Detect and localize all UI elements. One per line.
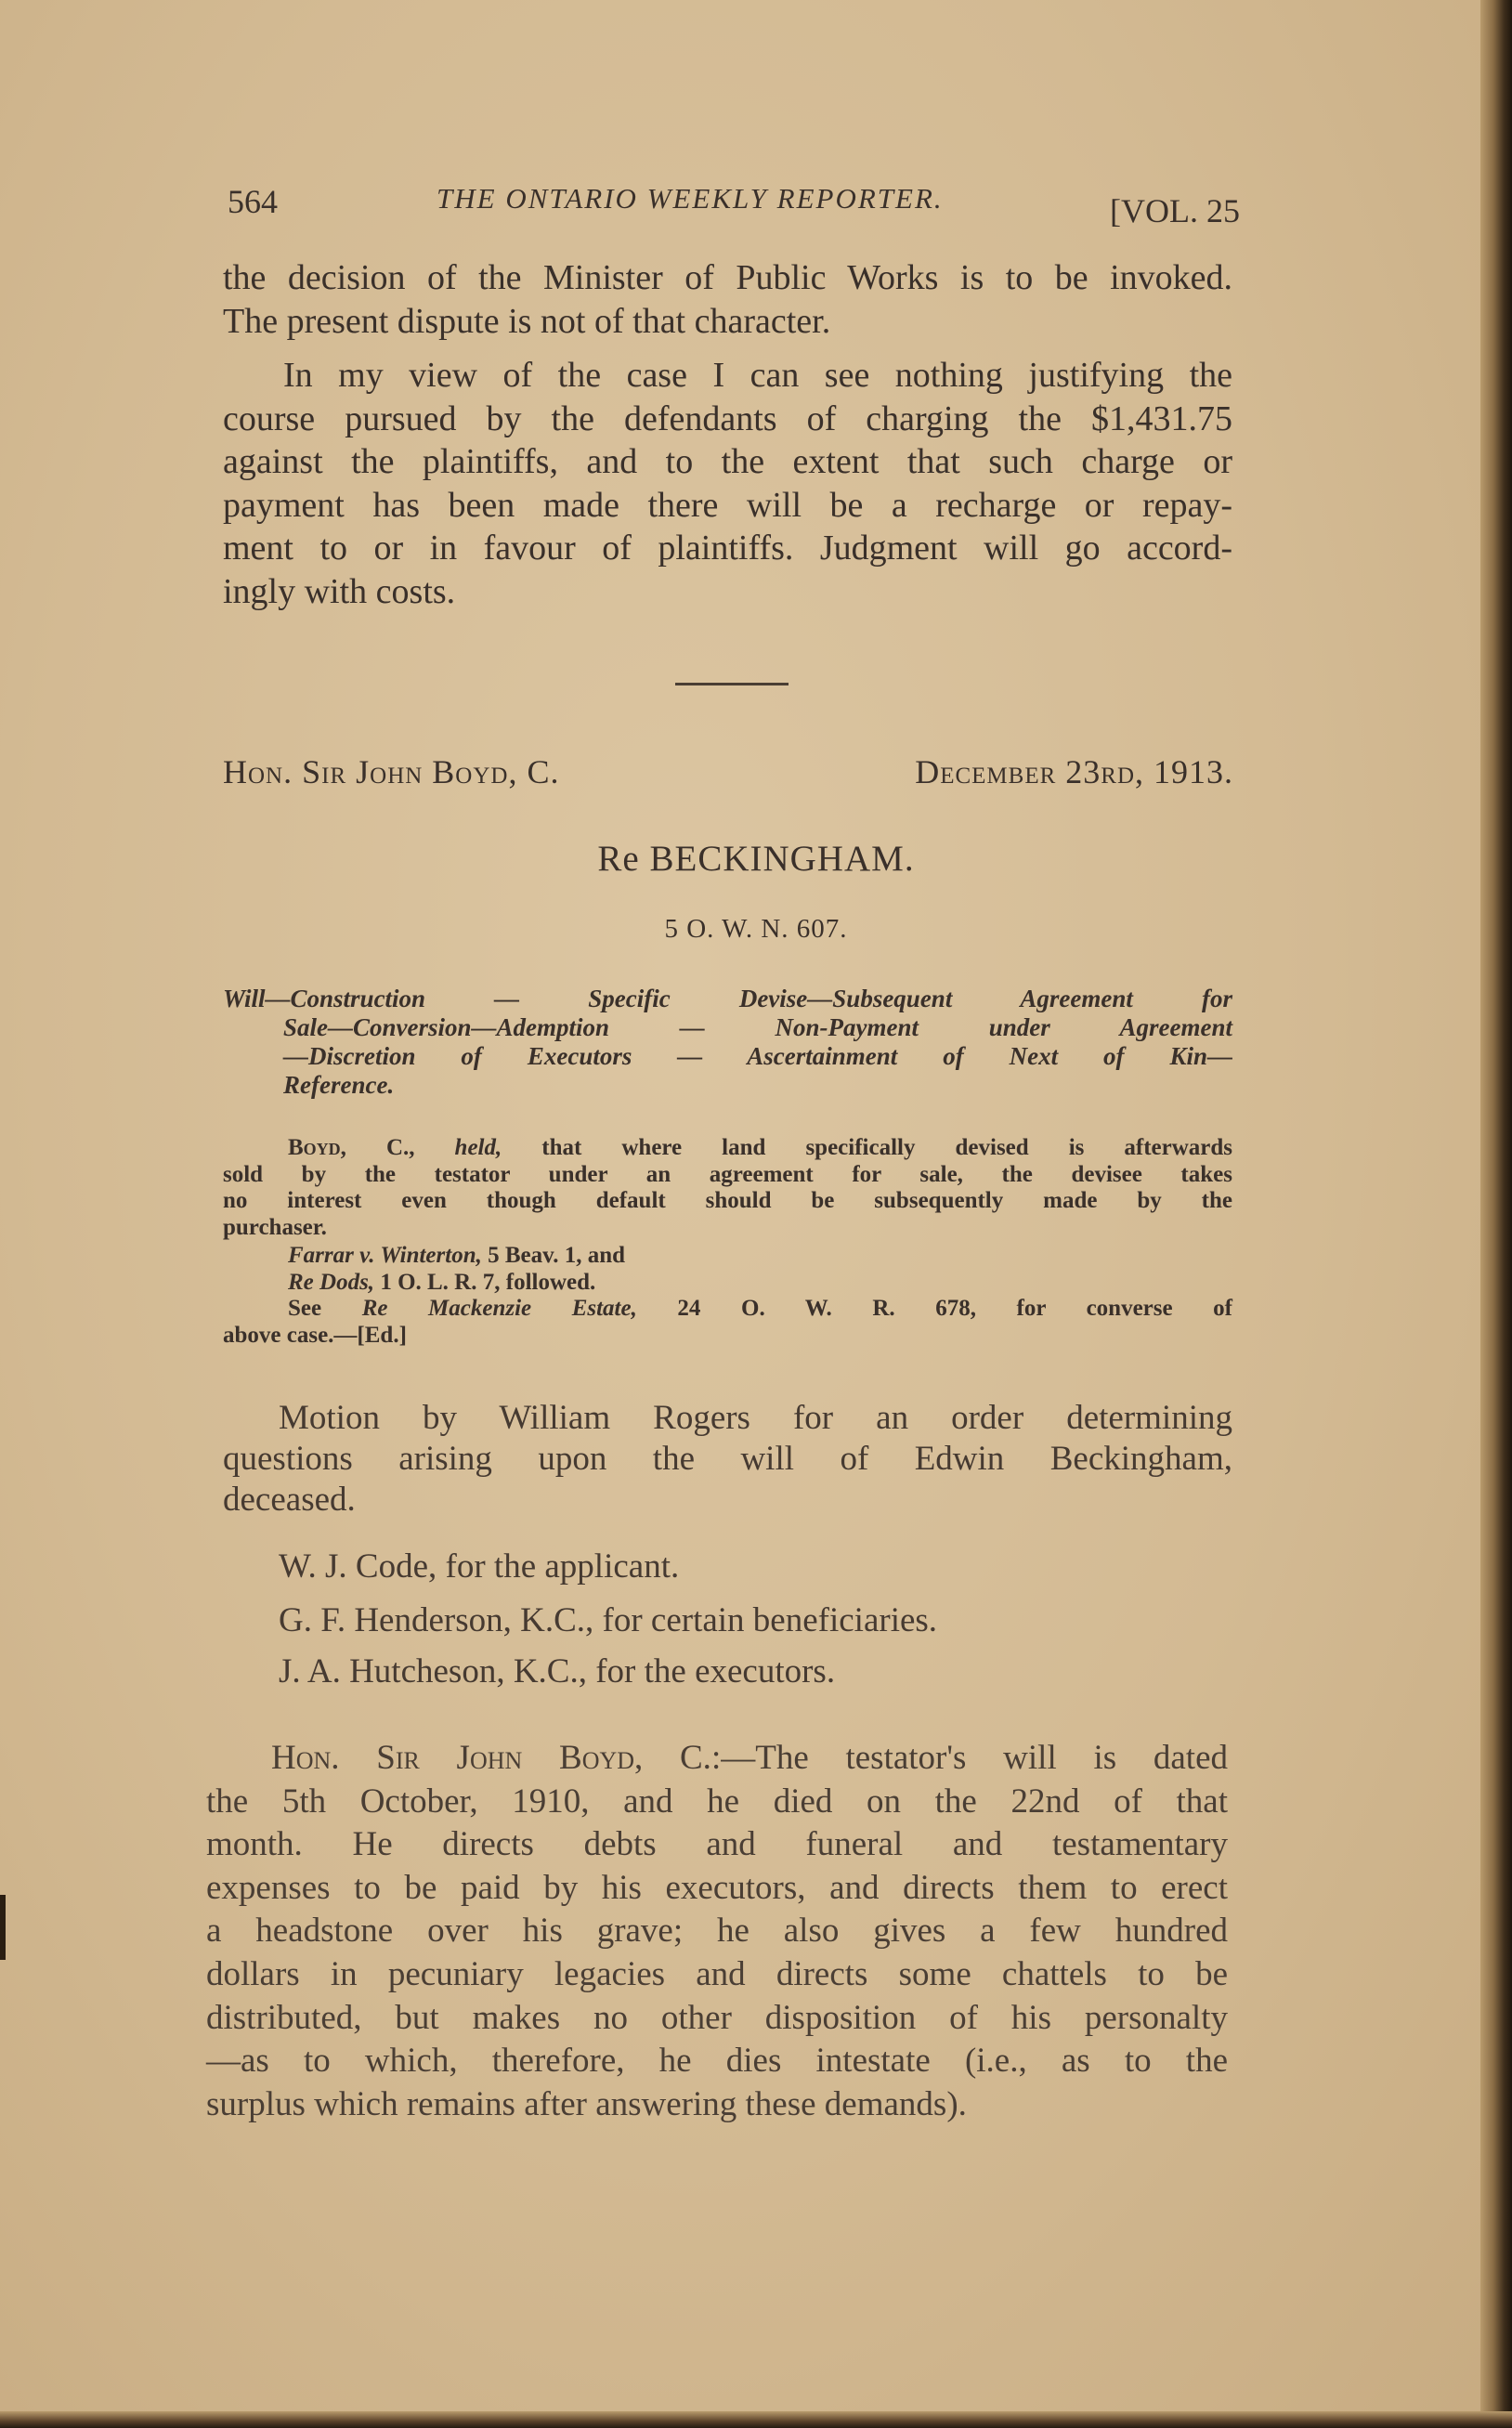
text-line: month. He directs debts and funeral and testamentary [206, 1825, 1228, 1864]
judgment-opening: :—The testator's will is dated [710, 1739, 1228, 1777]
continuation-paragraph [223, 256, 1232, 343]
volume-number: [VOL. 25 [1110, 192, 1240, 229]
section-divider [675, 683, 789, 685]
conclusion-paragraph [223, 354, 1232, 613]
held-line [223, 1135, 1232, 1162]
judgment-paragraph [206, 1737, 1228, 2126]
text-line: against the plaintiffs, and to the extent that such charge or [223, 442, 1232, 481]
case-citation: 5 O. W. N. 607. [664, 914, 848, 944]
text-line: In my view of the case I can see nothing justifying the [283, 356, 1232, 395]
page-number: 564 [228, 183, 278, 220]
text-line: deceased. [223, 1481, 356, 1519]
text-line: ingly with costs. [223, 571, 456, 611]
held-text: that where land specifically devised is afterwards [541, 1135, 1233, 1160]
case-name: Re Dods, [288, 1269, 375, 1295]
see-word: See [288, 1296, 322, 1321]
decision-date: December 23rd, 1913. [915, 753, 1233, 790]
held-line: sold by the testator under an agreement for sale, the devisee takes [223, 1161, 1232, 1187]
citation-line [223, 1296, 1232, 1323]
text-line: a headstone over his grave; he also gives a few hundred [206, 1912, 1228, 1951]
text-line [206, 1737, 1228, 1781]
citation-line [223, 1270, 1232, 1297]
case-title: Re BECKINGHAM. [597, 839, 915, 879]
text-line: The present dispute is not of that character. [223, 301, 831, 341]
counsel-line: G. F. Henderson, K.C., for certain beneficiaries. [279, 1601, 938, 1639]
headnote-catchwords [223, 985, 1232, 1100]
headnote-line: Will—Construction — Specific Devise—Subsequent Agreement for [223, 985, 1232, 1012]
judgment-speaker: Hon. Sir John Boyd, C. [271, 1739, 711, 1777]
judge-name: Hon. Sir John Boyd, C. [223, 753, 560, 790]
running-header [228, 182, 1240, 238]
held-word: held, [454, 1135, 502, 1160]
page-bottom-edge [0, 2411, 1512, 2428]
text-line: dollars in pecuniary legacies and directs some chattels to be [206, 1954, 1228, 1993]
text-line: the 5th October, 1910, and he died on the 22nd of that [206, 1782, 1228, 1821]
text-line: expenses to be paid by his executors, and directs them to erect [206, 1868, 1228, 1907]
case-reference: 1 O. L. R. 7, followed. [380, 1269, 596, 1295]
text-line: distributed, but makes no other disposition of his personalty [206, 1998, 1228, 2037]
text-line: Motion by William Rogers for an order determining [279, 1399, 1232, 1437]
held-summary [223, 1135, 1232, 1241]
text-line: ment to or in favour of plaintiffs. Judgment will go accord- [223, 529, 1232, 568]
case-reference: 5 Beav. 1, and [488, 1243, 626, 1268]
counsel-line: J. A. Hutcheson, K.C., for the executors. [279, 1652, 836, 1690]
headnote-line: Sale—Conversion—Ademption — Non-Payment under Agreement [283, 1013, 1232, 1041]
citation-line: above case.—[Ed.] [223, 1322, 407, 1348]
case-name: Farrar v. Winterton, [288, 1243, 482, 1268]
citation-line [223, 1243, 1232, 1270]
text-line: course pursued by the defendants of charging the $1,431.75 [223, 398, 1232, 438]
headnote-line: Reference. [283, 1071, 395, 1099]
text-line: —as to which, therefore, he dies intestate (i.e., as to the [206, 2042, 1228, 2081]
text-line: the decision of the Minister of Public Works is to be invoked. [223, 258, 1232, 297]
counsel-line: W. J. Code, for the applicant. [279, 1547, 680, 1586]
case-name: Re Mackenzie Estate, [361, 1296, 637, 1321]
authorities-cited [223, 1243, 1232, 1349]
headnote-line: —Discretion of Executors — Ascertainment of Next of Kin— [283, 1042, 1232, 1070]
held-line: no interest even though default should be subsequently made by the [223, 1188, 1232, 1213]
text-line: questions arising upon the will of Edwin Beckingham, [223, 1440, 1232, 1478]
held-line: purchaser. [223, 1214, 327, 1240]
text-line: payment has been made there will be a recharge or repay- [223, 485, 1232, 525]
book-binding-edge [1480, 0, 1512, 2428]
page-edge-mark [0, 1895, 6, 1960]
text-line: surplus which remains after answering these demands). [206, 2084, 967, 2123]
case-reference: 24 O. W. R. 678, for converse of [677, 1296, 1232, 1321]
motion-paragraph [223, 1398, 1232, 1521]
running-title: THE ONTARIO WEEKLY REPORTER. [437, 182, 944, 215]
held-author: Boyd, C., [288, 1135, 415, 1160]
